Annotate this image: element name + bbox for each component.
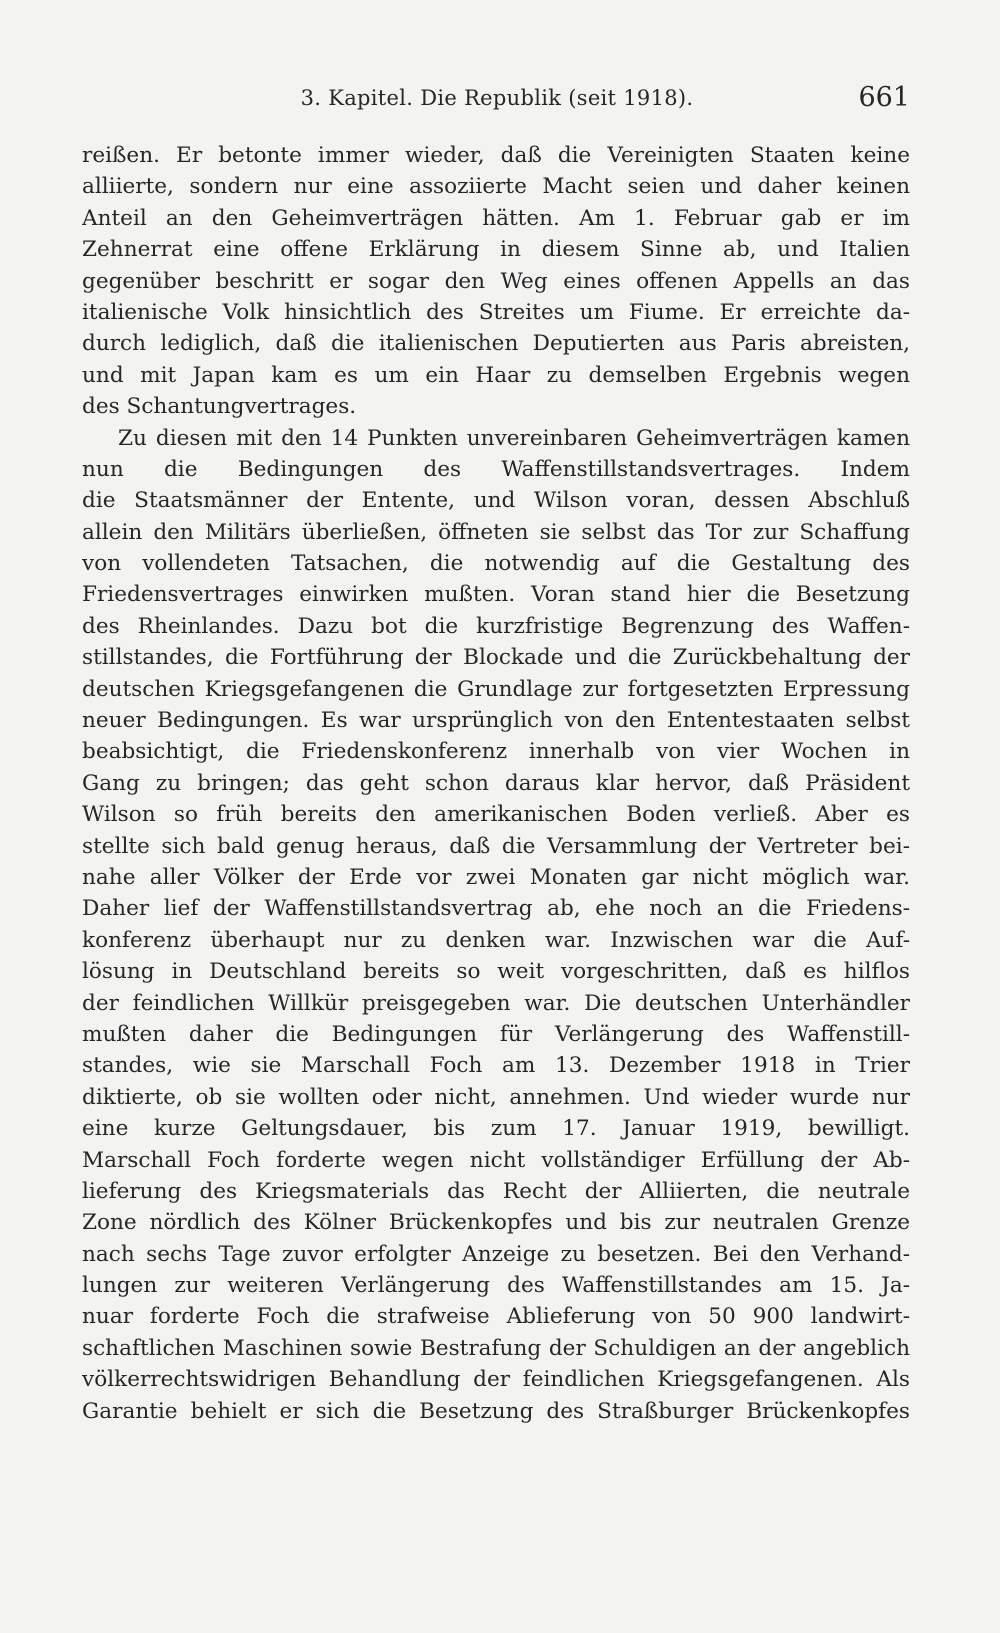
- text-line: konferenz überhaupt nur zu denken war. Inzwischen war die Auf-: [82, 927, 910, 953]
- running-title: 3. Kapitel. Die Republik (seit 1918).: [300, 86, 694, 110]
- text-line: mußten daher die Bedingungen für Verlängerung des Waffenstill-: [82, 1021, 910, 1047]
- text-line: lungen zur weiteren Verlängerung des Waffenstillstandes am 15. Ja-: [82, 1273, 910, 1299]
- text-line: nahe aller Völker der Erde vor zwei Monaten gar nicht möglich war.: [82, 864, 910, 890]
- text-line: Friedensvertrages einwirken mußten. Voran stand hier die Besetzung: [82, 582, 910, 608]
- text-line: lieferung des Kriegsmaterials das Recht der Alliierten, die neutrale: [82, 1178, 910, 1204]
- page-number: 661: [858, 82, 910, 113]
- text-line: von vollendeten Tatsachen, die notwendig auf die Gestaltung des: [82, 551, 910, 577]
- text-line: Daher lief der Waffenstillstandsvertrag ab, ehe noch an die Friedens-: [82, 896, 910, 922]
- running-head: [84, 82, 910, 122]
- text-line: deutschen Kriegsgefangenen die Grundlage zur fortgesetzten Erpressung: [82, 676, 910, 702]
- text-line: schaftlichen Maschinen sowie Bestrafung der Schuldigen an der angeblich: [82, 1335, 910, 1361]
- text-line: der feindlichen Willkür preisgegeben war. Die deutschen Unterhändler: [82, 990, 910, 1016]
- text-line: beabsichtigt, die Friedenskonferenz innerhalb von vier Wochen in: [82, 739, 910, 765]
- body-text: [82, 140, 910, 1427]
- text-line: völkerrechtswidrigen Behandlung der feindlichen Kriegsgefangenen. Als: [82, 1367, 910, 1393]
- text-line: Wilson so früh bereits den amerikanischen Boden verließ. Aber es: [82, 802, 910, 828]
- text-line: stellte sich bald genug heraus, daß die Versammlung der Vertreter bei-: [82, 833, 910, 859]
- text-line: stillstandes, die Fortführung der Blockade und die Zurückbehaltung der: [82, 645, 910, 671]
- text-line: und mit Japan kam es um ein Haar zu demselben Ergebnis wegen: [82, 362, 910, 388]
- text-line: reißen. Er betonte immer wieder, daß die Vereinigten Staaten keine: [82, 143, 910, 168]
- text-line: nun die Bedingungen des Waffenstillstandsvertrages. Indem: [82, 456, 910, 482]
- text-line: neuer Bedingungen. Es war ursprünglich von den Ententestaaten selbst: [82, 708, 910, 734]
- text-line: Marschall Foch forderte wegen nicht vollständiger Erfüllung der Ab-: [82, 1147, 910, 1173]
- text-line: nuar forderte Foch die strafweise Ablieferung von 50 900 landwirt-: [82, 1304, 910, 1330]
- text-line: standes, wie sie Marschall Foch am 13. Dezember 1918 in Trier: [82, 1053, 910, 1079]
- text-line: Zone nördlich des Kölner Brückenkopfes und bis zur neutralen Grenze: [82, 1210, 910, 1236]
- text-line: Garantie behielt er sich die Besetzung des Straßburger Brückenkopfes: [82, 1398, 910, 1424]
- text-line: gegenüber beschritt er sogar den Weg eines offenen Appells an das: [82, 268, 910, 294]
- text-line: die Staatsmänner der Entente, und Wilson voran, dessen Abschluß: [82, 488, 910, 514]
- text-line: italienische Volk hinsichtlich des Streites um Fiume. Er erreichte da-: [82, 299, 910, 325]
- text-line: diktierte, ob sie wollten oder nicht, annehmen. Und wieder wurde nur: [82, 1084, 910, 1110]
- text-line: Zehnerrat eine offene Erklärung in diesem Sinne ab, und Italien: [82, 237, 910, 263]
- text-line: des Rheinlandes. Dazu bot die kurzfristige Begrenzung des Waffen-: [82, 613, 910, 639]
- text-line: eine kurze Geltungsdauer, bis zum 17. Januar 1919, bewilligt.: [82, 1116, 910, 1142]
- text-line: nach sechs Tage zuvor erfolgter Anzeige zu besetzen. Bei den Verhand-: [82, 1241, 910, 1267]
- text-line: allein den Militärs überließen, öffneten sie selbst das Tor zur Schaffung: [82, 519, 910, 545]
- text-line: alliierte, sondern nur eine assoziierte Macht seien und daher keinen: [82, 174, 910, 200]
- text-line: Gang zu bringen; das geht schon daraus klar hervor, daß Präsident: [82, 770, 910, 796]
- text-line: lösung in Deutschland bereits so weit vorgeschritten, daß es hilflos: [82, 959, 910, 985]
- text-line: Anteil an den Geheimverträgen hätten. Am 1. Februar gab er im: [82, 205, 910, 231]
- text-line: durch lediglich, daß die italienischen Deputierten aus Paris abreisten,: [82, 331, 910, 357]
- text-line: Zu diesen mit den 14 Punkten unvereinbaren Geheimverträgen kamen: [118, 425, 910, 451]
- text-line: des Schantungvertrages.: [82, 394, 357, 420]
